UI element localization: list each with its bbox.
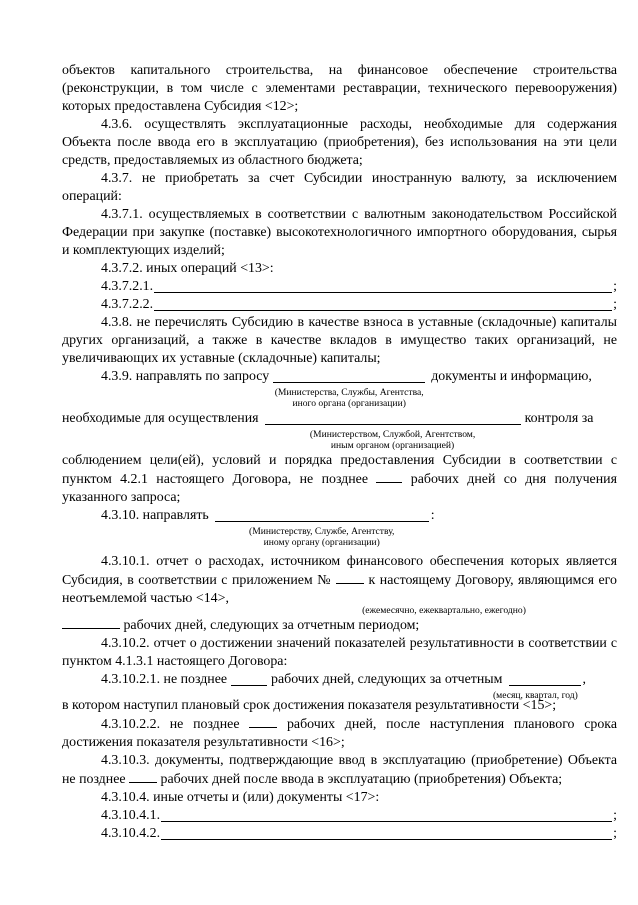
paragraph-4-3-10-1 <box>62 553 617 608</box>
text: 4.3.10.1. отчет о расходах, источником финансового обеспечения которых является Субсидия, в соответствии с приложением № <box>62 554 617 588</box>
blank-line <box>129 770 157 783</box>
line-end: ; <box>613 279 617 294</box>
blank-line <box>62 616 120 629</box>
text: 4.3.10.2.2. не позднее <box>101 717 240 732</box>
blank-line <box>336 571 364 584</box>
fill-line-4-3-10-4-1 <box>62 807 617 825</box>
paragraph-4-3-7-1: 4.3.7.1. осуществляемых в соответствии с валютным законодательством Российской Федерации при закупке (поставке) высокотехнологичного импортного оборудования, сырья и комплектующих изделий; <box>62 207 617 258</box>
fill-line-4-3-10-4-2 <box>62 825 617 843</box>
caption: иному органу (организации) <box>263 537 380 548</box>
paragraph-4-3-10-1-d <box>62 616 617 635</box>
item-number: 4.3.7.2.2. <box>101 297 154 312</box>
text: 4.3.10.3. документы, подтверждающие ввод в эксплуатацию (приобретение) Объекта не позднее <box>62 753 617 787</box>
paragraph-4-3-8: 4.3.8. не перечислять Субсидию в качестве взноса в уставные (складочные) капиталы других организаций, а также в качестве вкладов в имущество таких организаций, не увеличивающих их уставные (складочные) капиталы; <box>62 315 617 366</box>
paragraph-4-3-9-e <box>62 452 617 507</box>
blank-line <box>161 826 612 840</box>
caption: (ежемесячно, ежеквартально, ежегодно) <box>362 605 526 616</box>
line-end: ; <box>613 297 617 312</box>
fill-line-4-3-7-2-1 <box>62 278 617 296</box>
text: рабочих дней со дня получения указанного запроса; <box>62 472 617 505</box>
item-number: 4.3.10.4.1. <box>101 808 161 823</box>
caption: (Министерству, Службе, Агентству, <box>249 526 395 537</box>
line-4-3-9-a <box>62 368 617 409</box>
text: к настоящему Договору, являющимся его неотъемлемой частью <14>, <box>62 573 617 606</box>
paragraph-4-3-10-2-2 <box>62 715 617 752</box>
text: документы и информацию, <box>431 369 592 384</box>
document-page <box>62 62 617 843</box>
blank-line <box>273 369 425 409</box>
paragraph-4-3-7-2: 4.3.7.2. иных операций <13>: <box>101 261 274 276</box>
text: 4.3.10.2.1. не позднее <box>101 672 228 687</box>
text: необходимые для осуществления <box>62 411 259 426</box>
text: 4.3.10. направлять <box>101 508 209 523</box>
paragraph-4-3-10-3 <box>62 752 617 789</box>
text: рабочих дней, следующих за отчетным <box>271 672 503 687</box>
blank-line <box>492 672 581 701</box>
line-4-3-10 <box>62 507 617 548</box>
paragraph-4-3-6: 4.3.6. осуществлять эксплуатационные расходы, необходимые для содержания Объекта после ввода его в эксплуатацию (приобретения), без использования на эти цели средств, предоставляемых из областного бюджета; <box>62 117 617 168</box>
text: рабочих дней, после наступления планового срока достижения показателя результативности <16>; <box>62 717 617 750</box>
blank-line <box>249 715 277 728</box>
text: рабочих дней после ввода в эксплуатацию (приобретения) Объекта; <box>160 772 563 787</box>
caption: иного органа (организации) <box>292 398 406 409</box>
paragraph-4-3-10-4: 4.3.10.4. иные отчеты и (или) документы <17>: <box>101 790 380 805</box>
caption: (Министерством, Службой, Агентством, <box>309 429 476 440</box>
text: контроля за <box>524 411 594 426</box>
caption: иным органом (организацией) <box>330 440 455 451</box>
paragraph-4-3-10-2: 4.3.10.2. отчет о достижении значений показателей результативности в соответствии с пунктом 4.1.3.1 настоящего Договора: <box>62 636 617 669</box>
text: рабочих дней, следующих за отчетным периодом; <box>123 618 420 633</box>
line-4-3-10-2-1 <box>62 671 617 701</box>
blank-line <box>215 508 429 548</box>
line-end: ; <box>613 808 617 823</box>
text: : <box>430 508 435 523</box>
text: 4.3.9. направлять по запросу <box>101 369 270 384</box>
item-number: 4.3.7.2.1. <box>101 279 154 294</box>
blank-line <box>154 279 612 293</box>
paragraph-4-3-10-2-1-d: в котором наступил плановый срок достижения показателя результативности <15>; <box>62 698 557 713</box>
caption: (месяц, квартал, год) <box>492 690 578 701</box>
item-number: 4.3.10.4.2. <box>101 826 161 841</box>
blank-line <box>265 411 521 451</box>
text: , <box>582 672 586 687</box>
blank-line <box>154 297 612 311</box>
paragraph-continuation: объектов капитального строительства, на финансовое обеспечение строительства (реконструкции, в том числе с элементами реставрации, технического перевооружения) которых предоставлена Субсидия <12>; <box>62 63 617 114</box>
caption: (Министерства, Службы, Агентства, <box>274 387 424 398</box>
blank-line <box>376 470 402 483</box>
text: соблюдением цели(ей), условий и порядка предоставления Субсидии в соответствии с пунктом 4.2.1 настоящего Договора, не позднее <box>62 453 617 487</box>
paragraph-4-3-7: 4.3.7. не приобретать за счет Субсидии иностранную валюту, за исключением операций: <box>62 171 617 204</box>
line-4-3-9-c <box>62 410 617 451</box>
blank-line <box>161 808 612 822</box>
blank-line <box>231 672 267 689</box>
line-end: ; <box>613 826 617 841</box>
fill-line-4-3-7-2-2 <box>62 296 617 314</box>
